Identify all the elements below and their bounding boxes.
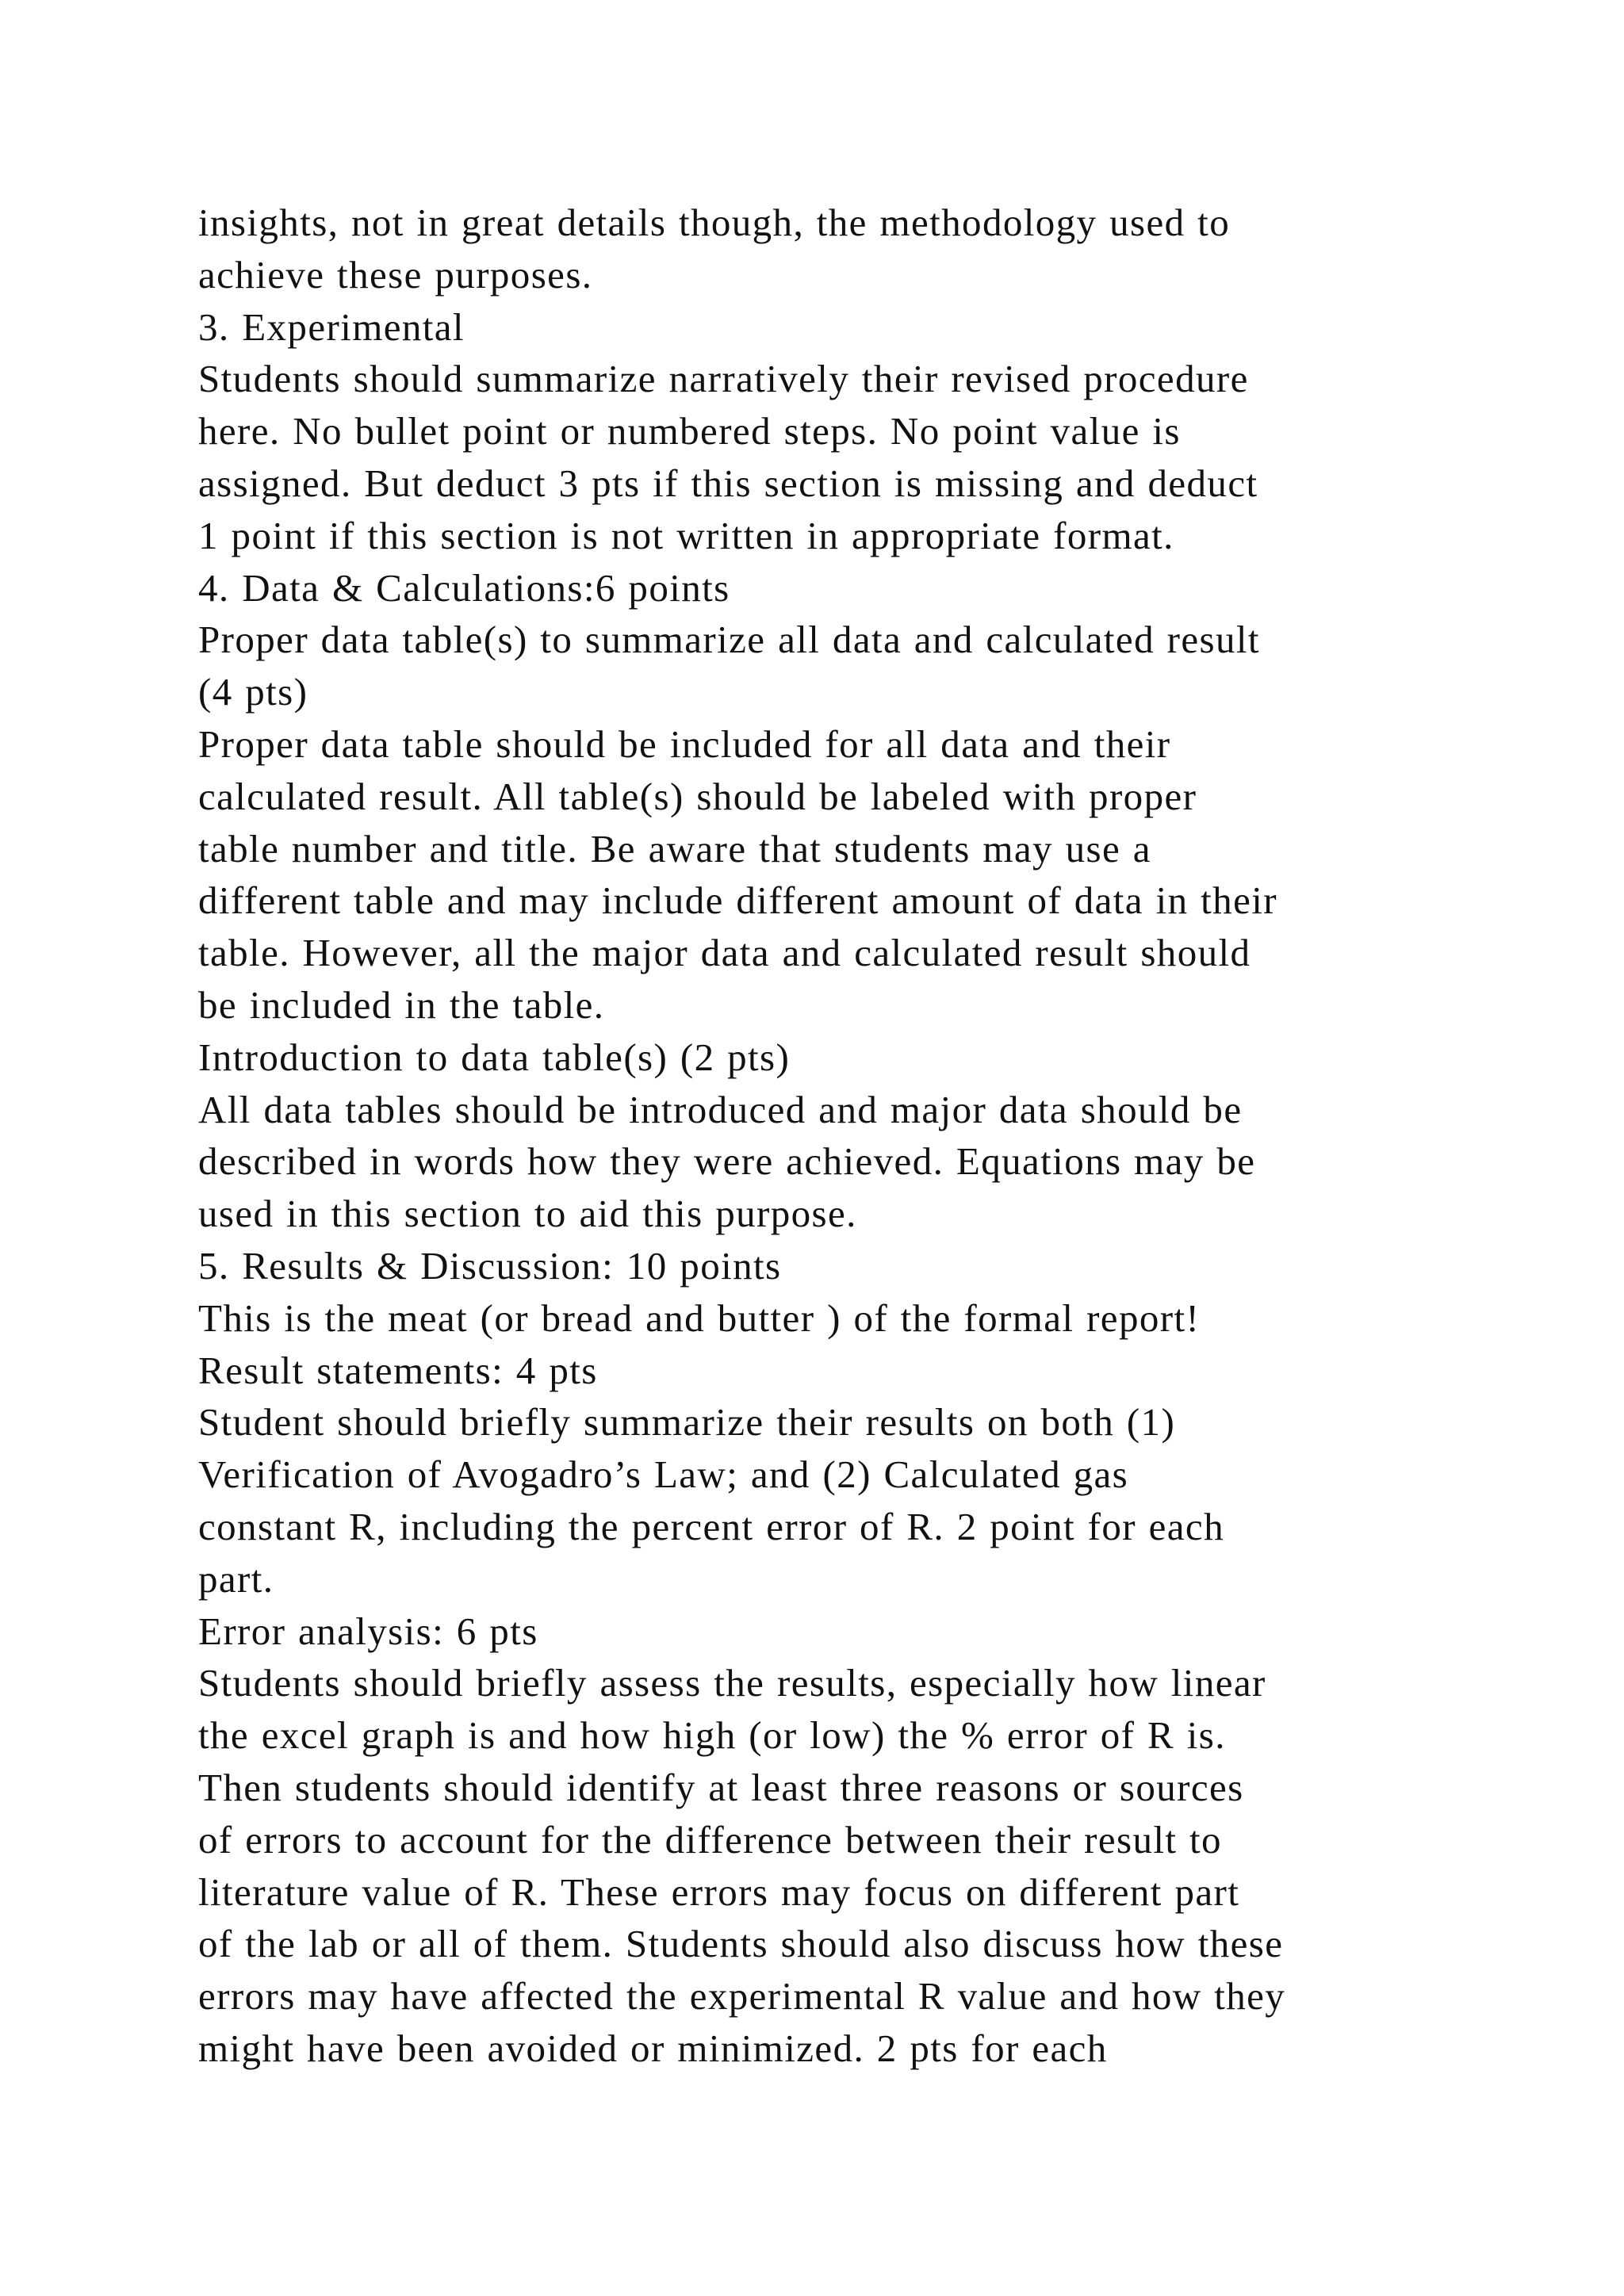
text-line: constant R, including the percent error of R. 2 point for each [198,1504,1224,1548]
text-line: assigned. But deduct 3 pts if this section is missing and deduct [198,461,1258,505]
text-line: achieve these purposes. [198,252,593,297]
text-line: be included in the table. [198,982,605,1027]
text-line: Proper data table(s) to summarize all data and calculated result [198,618,1260,662]
text-line: errors may have affected the experimental R value and how they [198,1974,1286,2019]
text-line: This is the meat (or bread and butter ) of the formal report! [198,1295,1201,1340]
text-line: of the lab or all of them. Students should also discuss how these [198,1922,1284,1966]
text-line: Proper data table should be included for all data and their [198,721,1171,766]
text-line: Students should summarize narratively their revised procedure [198,357,1249,401]
text-line: different table and may include different amount of data in their [198,878,1277,923]
text-line: calculated result. All table(s) should be labeled with proper [198,774,1197,818]
subsection-heading: Result statements: 4 pts [198,1348,598,1392]
text-line: Student should briefly summarize their results on both (1) [198,1400,1176,1445]
text-line: Then students should identify at least three reasons or sources [198,1765,1244,1809]
text-line: Students should briefly assess the results, especially how linear [198,1661,1266,1705]
text-line: of errors to account for the difference between their result to [198,1817,1222,1862]
text-line: table. However, all the major data and calculated result should [198,931,1251,975]
text-line: insights, not in great details though, the methodology used to [198,201,1231,244]
subsection-heading: Error analysis: 6 pts [198,1609,538,1653]
text-line: part. [198,1556,274,1601]
text-line: used in this section to aid this purpose. [198,1192,857,1236]
text-line: (4 pts) [198,670,308,714]
subsection-heading: Introduction to data table(s) (2 pts) [198,1035,791,1079]
section-heading: 5. Results & Discussion: 10 points [198,1243,782,1288]
section-heading: 4. Data & Calculations:6 points [198,565,730,610]
text-line: here. No bullet point or numbered steps. No point value is [198,409,1181,453]
section-heading: 3. Experimental [198,304,465,349]
text-line: might have been avoided or minimized. 2 pts for each [198,2026,1108,2070]
text-line: All data tables should be introduced and major data should be [198,1087,1243,1131]
document-body [198,197,1562,2075]
text-line: the excel graph is and how high (or low) the % error of R is. [198,1713,1226,1758]
text-line: 1 point if this section is not written in appropriate format. [198,513,1174,557]
text-line: Verification of Avogadro’s Law; and (2) Calculated gas [198,1452,1129,1497]
text-line: literature value of R. These errors may focus on different part [198,1869,1240,1914]
text-line: table number and title. Be aware that students may use a [198,826,1151,871]
text-line: described in words how they were achieved. Equations may be [198,1139,1256,1184]
